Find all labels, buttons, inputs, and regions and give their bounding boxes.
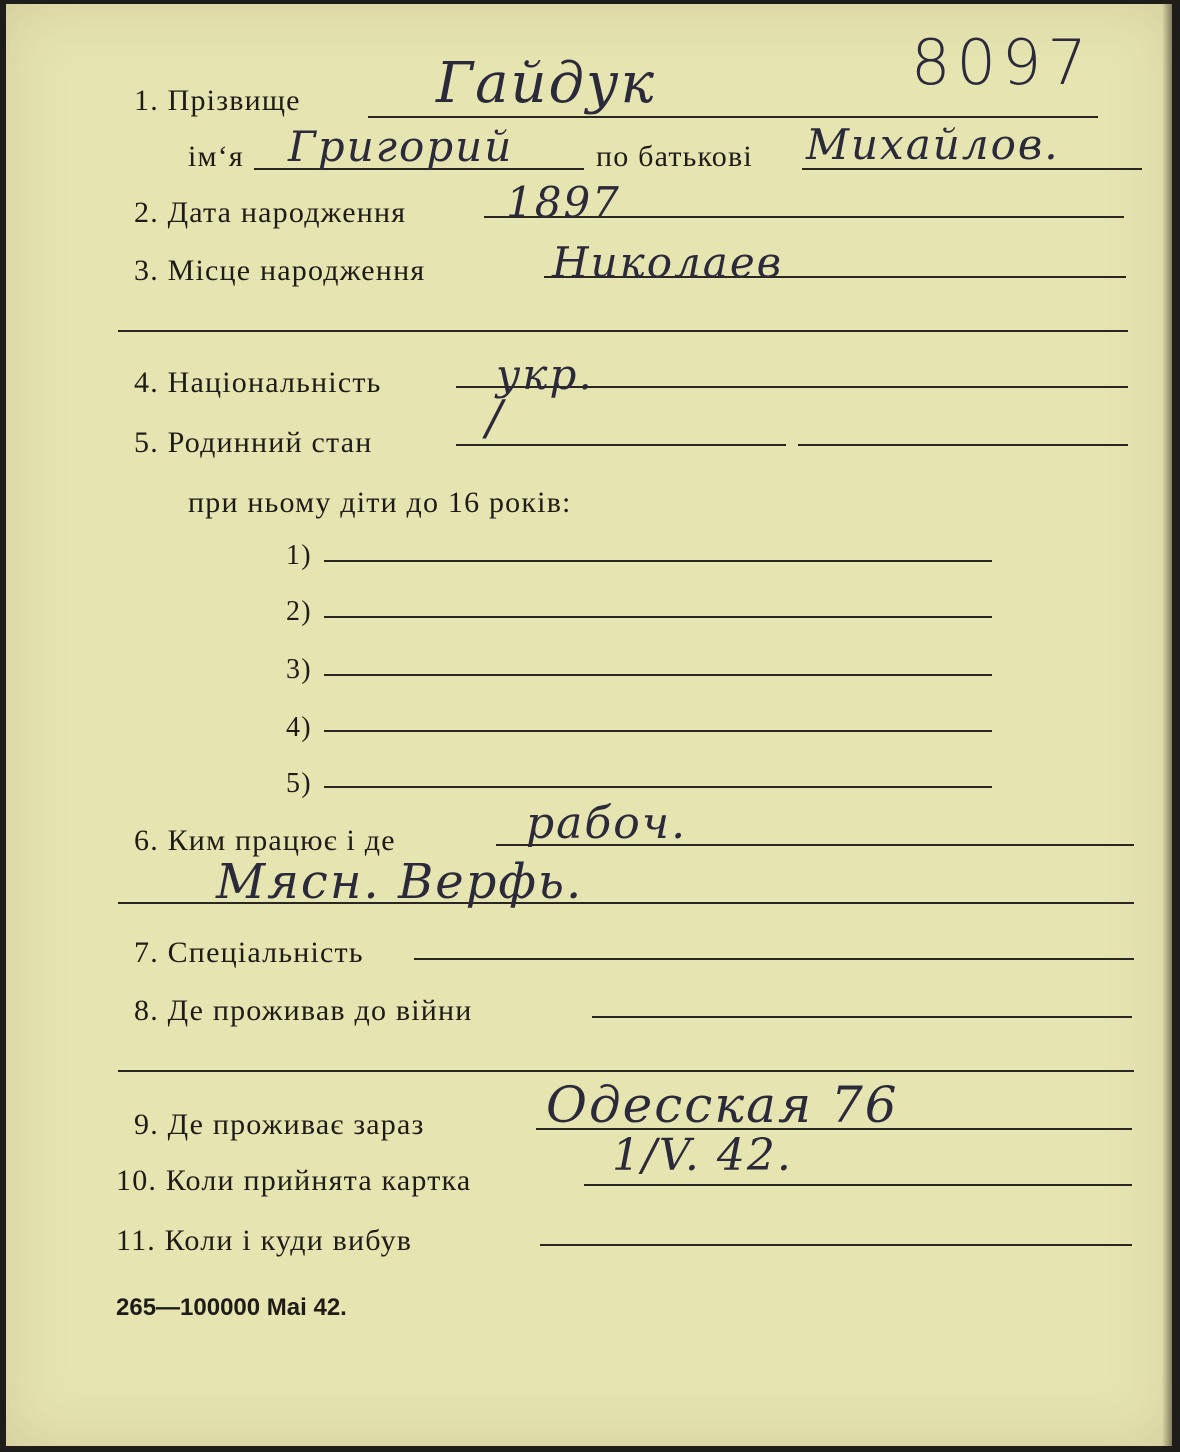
patronymic-value: Михайлов. bbox=[806, 120, 1060, 169]
first-name-label: ім‘я bbox=[188, 140, 244, 173]
family-label: 5. Родинний стан bbox=[134, 426, 373, 459]
birth-place-line-2 bbox=[118, 330, 1128, 332]
family-value: / bbox=[486, 390, 505, 446]
print-code: 265—100000 Mai 42. bbox=[116, 1294, 347, 1321]
card-date-label: 10. Коли прийнята картка bbox=[116, 1164, 472, 1197]
child-row-line bbox=[324, 674, 992, 676]
child-row-line bbox=[324, 616, 992, 618]
registration-card bbox=[6, 4, 1172, 1446]
child-row-label: 3) bbox=[286, 654, 312, 685]
child-row-line bbox=[324, 730, 992, 732]
birth-place-value: Николаев bbox=[552, 238, 784, 287]
work-value: рабоч. bbox=[526, 798, 688, 849]
birth-place-label: 3. Місце народження bbox=[134, 254, 426, 287]
birth-date-value: 1897 bbox=[506, 178, 621, 227]
first-name-value: Григорий bbox=[288, 122, 514, 171]
child-row-label: 4) bbox=[286, 712, 312, 743]
card-date-value: 1/V. 42. bbox=[612, 1130, 793, 1181]
child-row-line bbox=[324, 786, 992, 788]
child-row-label: 2) bbox=[286, 596, 312, 627]
children-label: при ньому діти до 16 років: bbox=[188, 486, 572, 519]
nationality-label: 4. Національність bbox=[134, 366, 382, 399]
prewar-line-2 bbox=[118, 1070, 1134, 1072]
left-label: 11. Коли і куди вибув bbox=[116, 1224, 413, 1257]
current-label: 9. Де проживає зараз bbox=[134, 1108, 425, 1141]
child-row-label: 1) bbox=[286, 540, 312, 571]
prewar-label: 8. Де проживав до війни bbox=[134, 994, 473, 1027]
specialty-line bbox=[414, 958, 1134, 960]
birth-date-label: 2. Дата народження bbox=[134, 196, 407, 229]
child-row-line bbox=[324, 560, 992, 562]
surname-value: Гайдук bbox=[436, 51, 656, 116]
prewar-line bbox=[592, 1016, 1132, 1018]
work-place-value: Мясн. Верфь. bbox=[216, 854, 584, 910]
child-row-label: 5) bbox=[286, 768, 312, 799]
card-date-line bbox=[584, 1184, 1132, 1186]
work-label: 6. Ким працює і де bbox=[134, 824, 396, 857]
family-line-b bbox=[798, 444, 1128, 446]
family-line-a bbox=[456, 444, 786, 446]
surname-label: 1. Прізвище bbox=[134, 84, 301, 117]
specialty-label: 7. Спеціальність bbox=[134, 936, 364, 969]
left-line bbox=[540, 1244, 1132, 1246]
nationality-value: укр. bbox=[496, 350, 594, 399]
surname-line bbox=[368, 116, 1098, 118]
current-value: Одесская 76 bbox=[546, 1076, 899, 1134]
archive-number: 8097 bbox=[911, 26, 1093, 99]
patronymic-label: по батькові bbox=[596, 140, 753, 173]
